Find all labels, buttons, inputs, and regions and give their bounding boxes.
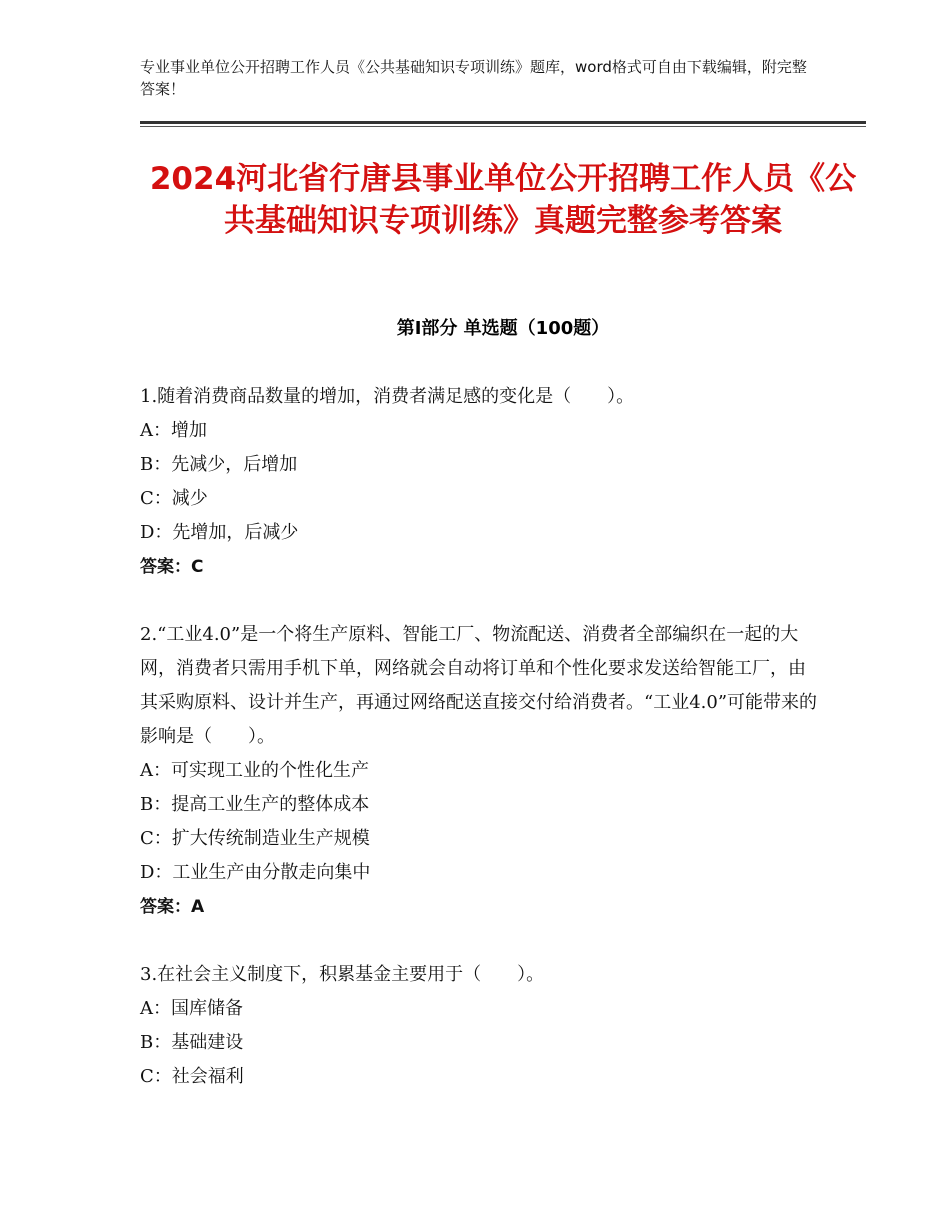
- header-divider-thin: [140, 126, 866, 127]
- section-heading: 第I部分 单选题（100题）: [396, 318, 610, 339]
- question-2: [140, 618, 820, 924]
- option-a: A：增加: [140, 420, 207, 441]
- option-c: C：社会福利: [140, 1066, 244, 1087]
- question-stem: 2.“工业4.0”是一个将生产原料、智能工厂、物流配送、消费者全部编织在一起的大网，消费者只需用手机下单，网络就会自动将订单和个性化要求发送给智能工厂，由其采购原料、设计并生产，再通过网络配送直接交付给消费者。“工业4.0”可能带来的影响是（ ）。: [140, 624, 818, 747]
- document-title: 2024河北省行唐县事业单位公开招聘工作人员《公共基础知识专项训练》真题完整参考答案: [149, 161, 857, 239]
- header-divider-thick: [140, 121, 866, 124]
- answer: 答案：C: [140, 557, 204, 577]
- option-b: B：基础建设: [140, 1032, 244, 1053]
- option-c: C：扩大传统制造业生产规模: [140, 828, 370, 849]
- option-d: D：工业生产由分散走向集中: [140, 862, 371, 883]
- option-b: B：先减少，后增加: [140, 454, 298, 475]
- option-a: A：可实现工业的个性化生产: [140, 760, 369, 781]
- answer: 答案：A: [140, 897, 205, 917]
- option-c: C：减少: [140, 488, 208, 509]
- option-d: D：先增加，后减少: [140, 522, 299, 543]
- question-list: [140, 380, 820, 1128]
- question-1: [140, 380, 820, 584]
- question-3: [140, 958, 820, 1094]
- question-stem: 1.随着消费商品数量的增加，消费者满足感的变化是（ ）。: [140, 386, 635, 407]
- option-a: A：国库储备: [140, 998, 243, 1019]
- question-stem: 3.在社会主义制度下，积累基金主要用于（ ）。: [140, 964, 545, 985]
- option-b: B：提高工业生产的整体成本: [140, 794, 370, 815]
- header-note: 专业事业单位公开招聘工作人员《公共基础知识专项训练》题库，word格式可自由下载编辑，附完整答案！: [140, 58, 807, 98]
